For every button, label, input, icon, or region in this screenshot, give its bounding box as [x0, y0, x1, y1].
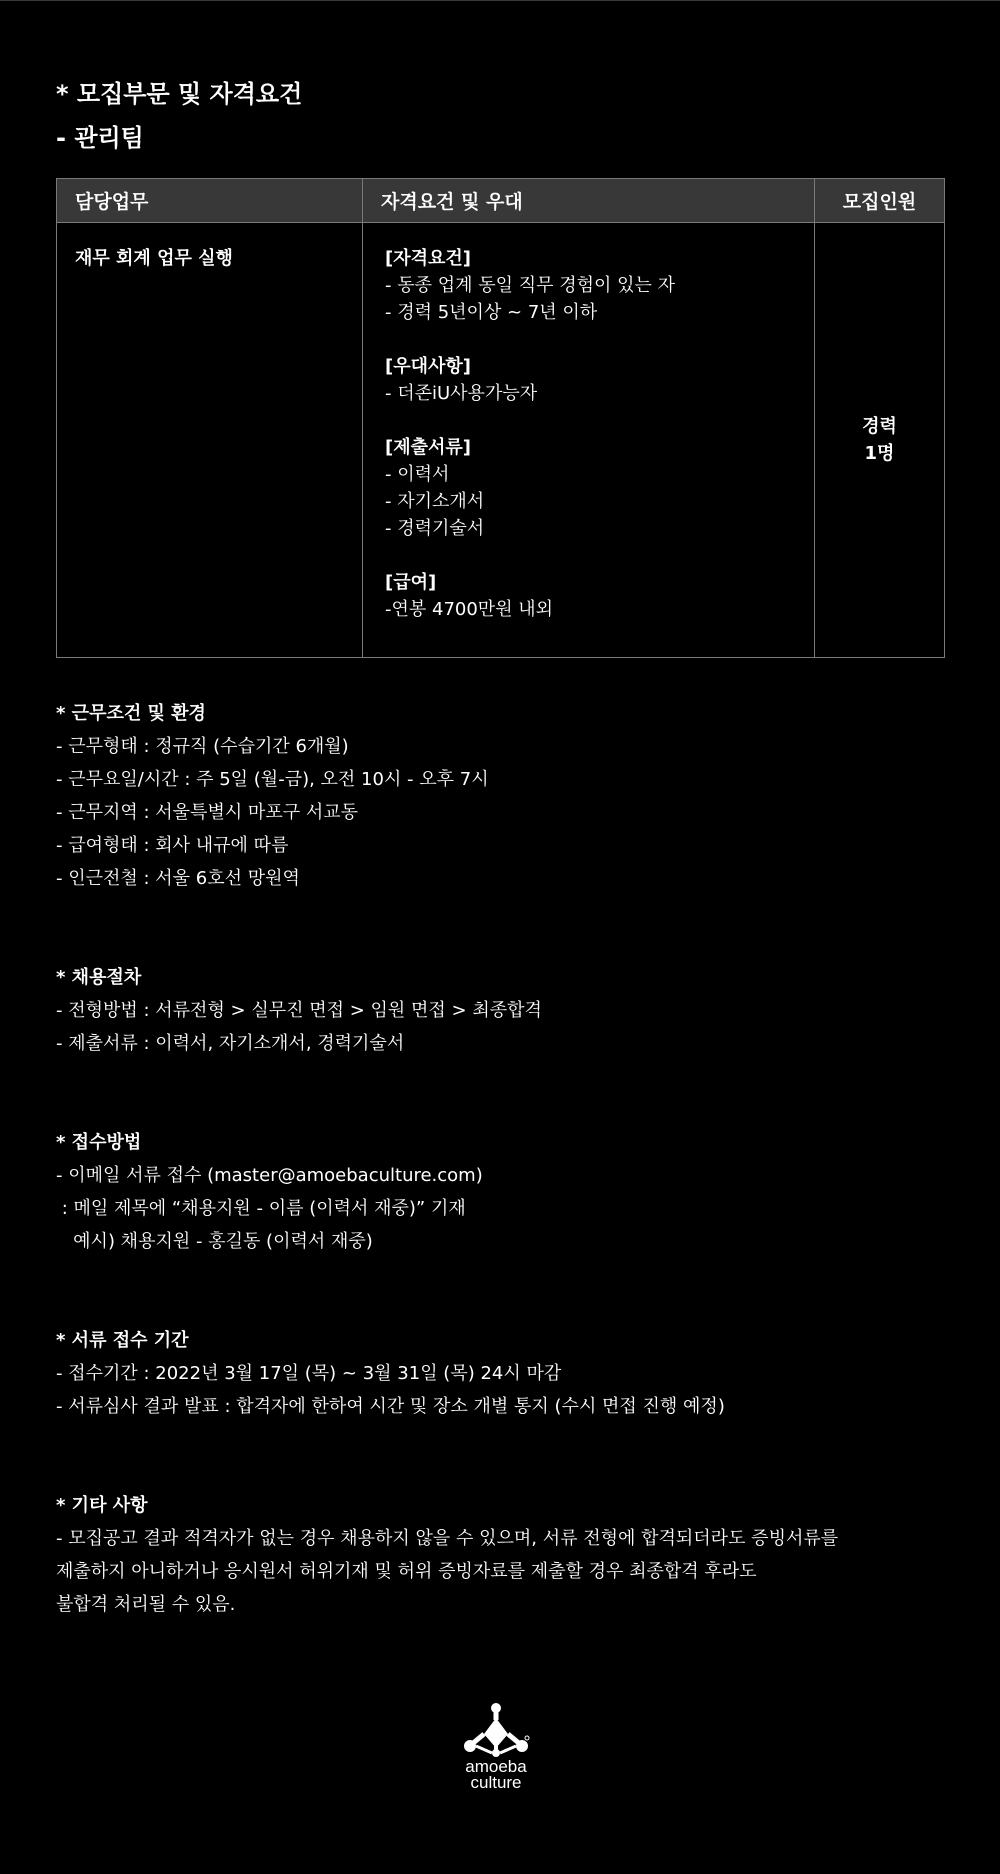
section-title-recruitment: * 모집부문 및 자격요건	[56, 80, 303, 108]
salary-block-title: [급여]	[385, 572, 437, 593]
section-line: 예시) 채용지원 - 홍길동 (이력서 재중)	[56, 1231, 373, 1252]
headcount-number: 1명	[864, 443, 895, 464]
table-row	[57, 223, 945, 658]
section-application-method	[56, 1126, 483, 1258]
section-title: * 채용절차	[56, 967, 142, 988]
qualification-line: - 동종 업계 동일 직무 경험이 있는 자	[385, 275, 675, 296]
amoeba-molecule-icon	[456, 1700, 536, 1792]
qualification-block	[385, 245, 814, 326]
section-hiring-process	[56, 961, 542, 1060]
qualification-cell	[363, 223, 815, 658]
section-application-period	[56, 1324, 725, 1423]
header-duty: 담당업무	[57, 179, 363, 223]
salary-block	[385, 569, 814, 623]
top-divider	[0, 0, 1000, 1]
qualification-line: - 경력 5년이상 ~ 7년 이하	[385, 302, 598, 323]
header-headcount: 모집인원	[815, 179, 945, 223]
documents-line: - 이력서	[385, 464, 450, 485]
preference-line: - 더존iU사용가능자	[385, 383, 538, 404]
section-line: : 메일 제목에 “채용지원 - 이름 (이력서 재중)” 기재	[56, 1198, 466, 1219]
section-line: - 모집공고 결과 적격자가 없는 경우 채용하지 않을 수 있으며, 서류 전형에 합격되더라도 증빙서류를	[56, 1528, 839, 1549]
duty-cell: 재무 회계 업무 실행	[57, 223, 363, 658]
preference-block-title: [우대사항]	[385, 356, 472, 377]
amoeba-culture-logo	[456, 1700, 536, 1792]
section-line: - 근무지역 : 서울특별시 마포구 서교동	[56, 802, 358, 823]
documents-block-title: [제출서류]	[385, 437, 472, 458]
section-line: - 전형방법 : 서류전형 > 실무진 면접 > 임원 면접 > 최종합격	[56, 1000, 542, 1021]
section-line: - 접수기간 : 2022년 3월 17일 (목) ~ 3월 31일 (목) 24시 마감	[56, 1363, 562, 1384]
section-line: - 제출서류 : 이력서, 자기소개서, 경력기술서	[56, 1033, 405, 1054]
section-line: - 이메일 서류 접수 (master@amoebaculture.com)	[56, 1165, 483, 1186]
headcount-cell	[815, 223, 945, 658]
logo-text-amoeba: amoeba	[465, 1757, 527, 1776]
qualification-block-title: [자격요건]	[385, 248, 472, 269]
documents-block	[385, 434, 814, 542]
section-line: - 급여형태 : 회사 내규에 따름	[56, 835, 289, 856]
documents-line: - 자기소개서	[385, 491, 485, 512]
section-line: - 근무요일/시간 : 주 5일 (월-금), 오전 10시 - 오후 7시	[56, 769, 489, 790]
section-line: 제출하지 아니하거나 응시원서 허위기재 및 허위 증빙자료를 제출할 경우 최종합격 후라도	[56, 1561, 757, 1582]
section-other-notes	[56, 1489, 838, 1621]
section-line: - 인근전철 : 서울 6호선 망원역	[56, 868, 300, 889]
section-line: - 근무형태 : 정규직 (수습기간 6개월)	[56, 736, 349, 757]
section-title: * 기타 사항	[56, 1495, 148, 1516]
section-work-conditions	[56, 697, 489, 895]
team-title: - 관리팀	[56, 124, 144, 152]
section-title: * 접수방법	[56, 1132, 142, 1153]
section-title: * 근무조건 및 환경	[56, 703, 206, 724]
requirements-table	[56, 178, 945, 658]
section-line: 불합격 처리될 수 있음.	[56, 1594, 236, 1615]
documents-line: - 경력기술서	[385, 518, 485, 539]
preference-block	[385, 353, 814, 407]
headcount-type: 경력	[862, 416, 897, 437]
table-header-row	[57, 179, 945, 223]
section-line: - 서류심사 결과 발표 : 합격자에 한하여 시간 및 장소 개별 통지 (수시 면접 진행 예정)	[56, 1396, 725, 1417]
logo-text-culture: culture	[470, 1773, 522, 1792]
section-title: * 서류 접수 기간	[56, 1330, 189, 1351]
salary-line: -연봉 4700만원 내외	[385, 599, 554, 620]
header-qualification: 자격요건 및 우대	[363, 179, 815, 223]
